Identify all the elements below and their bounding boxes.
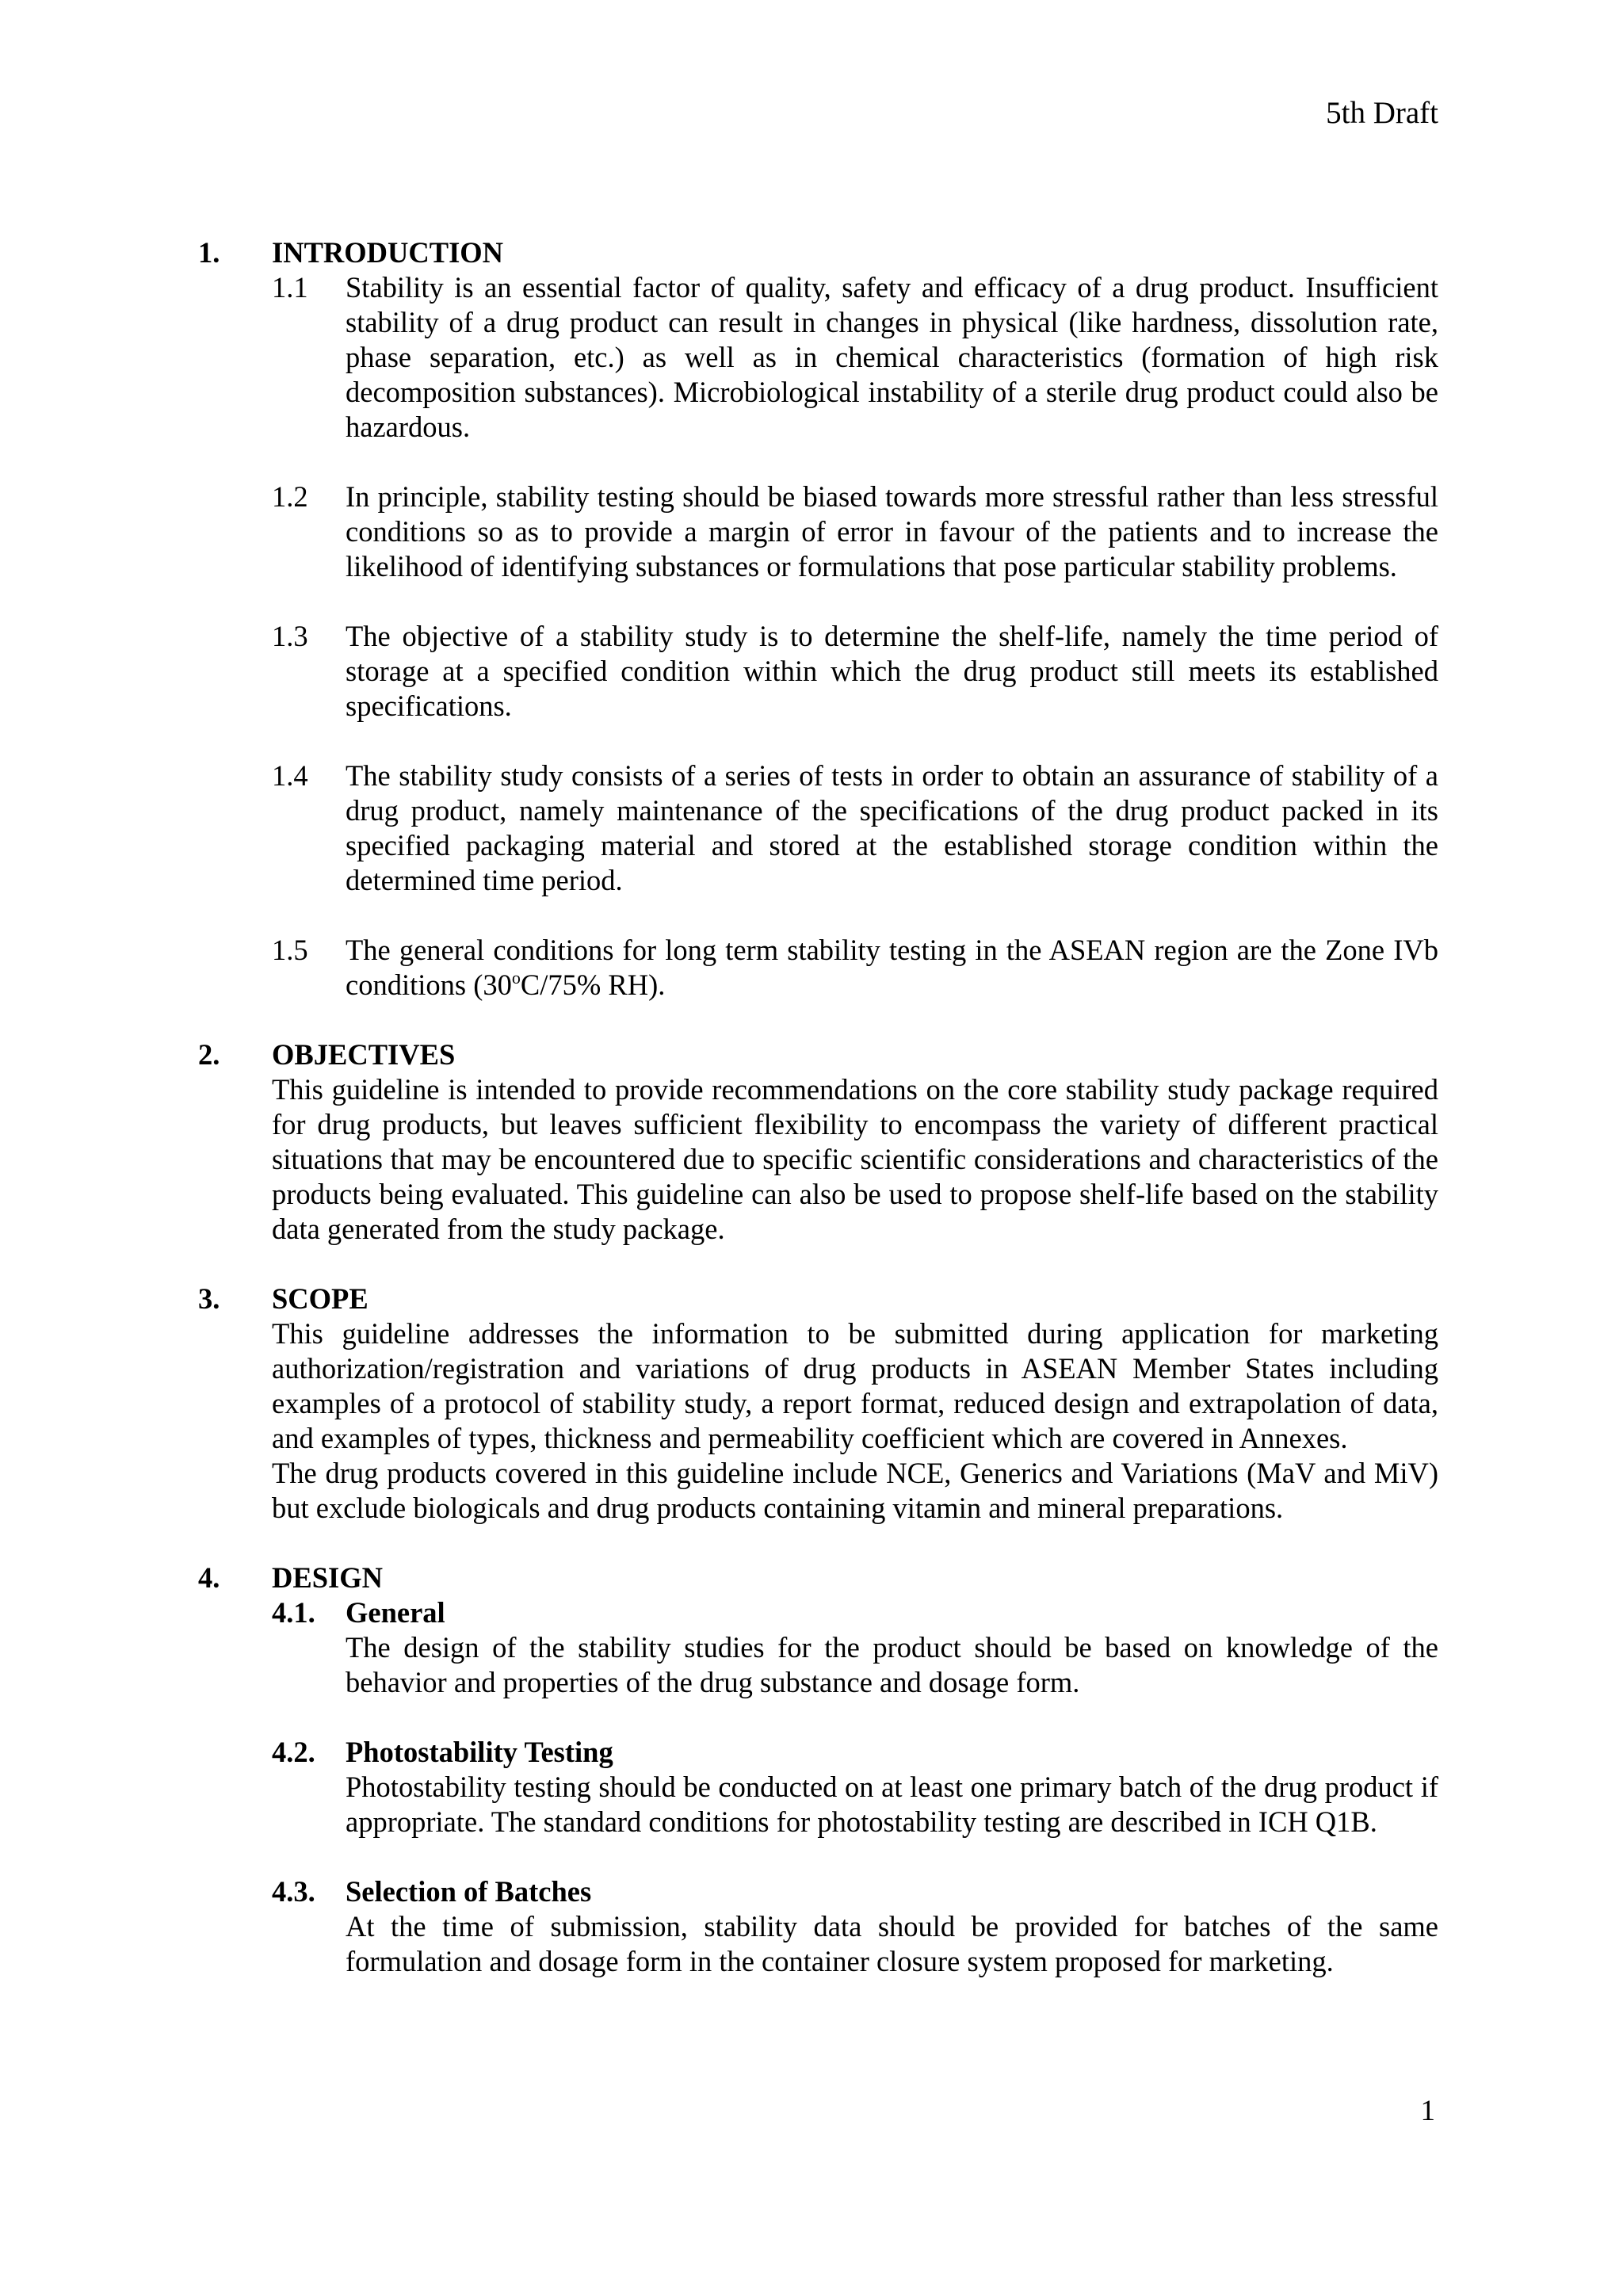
section-objectives — [198, 1037, 1438, 1247]
section-body — [272, 270, 1438, 1003]
subsection-text: Photostability testing should be conducted on at least one primary batch of the drug product if appropriate. The standard conditions for photostability testing are described in ICH Q1B. — [346, 1771, 1438, 1838]
paragraph-text: This guideline is intended to provide recommendations on the core stability study package required for drug products, but leaves sufficient flexibility to encompass the variety of different practical situations that may be encountered due to specific scientific considerations and characteristics of the products being evaluated. This guideline can also be used to propose shelf-life based on the stability data generated from the study package. — [272, 1073, 1438, 1245]
numbered-paragraph — [272, 479, 1438, 584]
subsection-photostability — [272, 1735, 1438, 1839]
paragraph-text-part: The general conditions for long term stability testing in the ASEAN region are the Zone IVb conditions (30 — [346, 934, 1438, 1001]
section-introduction — [198, 235, 1438, 1003]
numbered-paragraph — [272, 933, 1438, 1003]
section-heading — [198, 1037, 1438, 1072]
subsection-text: The design of the stability studies for the product should be based on knowledge of the behavior and properties of the drug substance and dosage form. — [346, 1631, 1438, 1698]
draft-label: 5th Draft — [1326, 96, 1438, 130]
subsection-selection-of-batches — [272, 1874, 1438, 1979]
subsection-general — [272, 1595, 1438, 1700]
subsection-number: 4.3. — [272, 1875, 315, 1908]
paragraph-number: 1.1 — [272, 271, 308, 304]
section-number: 4. — [198, 1561, 220, 1594]
numbered-paragraph — [272, 619, 1438, 724]
paragraph-text: The drug products covered in this guideline include NCE, Generics and Variations (MaV and MiV) but exclude biologicals and drug products containing vitamin and mineral preparations. — [272, 1457, 1438, 1524]
section-heading — [198, 1282, 1438, 1316]
section-number: 3. — [198, 1282, 220, 1315]
subsection-title: Photostability Testing — [346, 1736, 613, 1768]
section-title: OBJECTIVES — [272, 1038, 456, 1071]
section-scope — [198, 1282, 1438, 1526]
section-body — [272, 1072, 1438, 1247]
section-number: 2. — [198, 1038, 220, 1071]
page-number: 1 — [1420, 2095, 1435, 2127]
subsection-number: 4.1. — [272, 1596, 315, 1629]
section-title: SCOPE — [272, 1282, 369, 1315]
section-title: DESIGN — [272, 1561, 383, 1594]
paragraph-text: The objective of a stability study is to determine the shelf-life, namely the time period of storage at a specified condition within which the drug product still meets its established specifications. — [346, 620, 1438, 722]
numbered-paragraph — [272, 758, 1438, 898]
section-heading — [198, 1561, 1438, 1595]
paragraph-number: 1.5 — [272, 934, 308, 966]
subsection-text: At the time of submission, stability data should be provided for batches of the same formulation and dosage form in the container closure system proposed for marketing. — [346, 1910, 1438, 1977]
document-content — [198, 235, 1438, 2014]
subsection-number: 4.2. — [272, 1736, 315, 1768]
paragraph-number: 1.4 — [272, 759, 308, 792]
paragraph-number: 1.2 — [272, 480, 308, 513]
paragraph-text: Stability is an essential factor of quality, safety and efficacy of a drug product. Insufficient stability of a drug product can result in changes in physical (like hardness, dissolution rate, phase separation, etc.) as well as in chemical characteristics (formation of high risk decomposition substances). Microbiological instability of a sterile drug product could also be hazardous. — [346, 271, 1438, 443]
paragraph-text — [346, 934, 1438, 1001]
section-heading — [198, 235, 1438, 270]
paragraph-text: The stability study consists of a series of tests in order to obtain an assurance of stability of a drug product, namely maintenance of the specifications of the drug product packed in its specified packaging material and stored at the established storage condition within the determined time period. — [346, 759, 1438, 896]
paragraph-text-part: C/75% RH). — [520, 968, 666, 1001]
section-body — [272, 1316, 1438, 1526]
paragraph-text: This guideline addresses the information to be submitted during application for marketing authorization/registration and variations of drug products in ASEAN Member States including examples of a protocol of stability study, a report format, reduced design and extrapolation of data, and examples of types, thickness and permeability coefficient which are covered in Annexes. — [272, 1317, 1438, 1454]
section-design — [198, 1561, 1438, 1979]
section-number: 1. — [198, 236, 220, 269]
subsection-title: General — [346, 1596, 445, 1629]
degree-superscript: o — [511, 968, 521, 988]
section-body — [272, 1595, 1438, 1979]
section-title: INTRODUCTION — [272, 236, 504, 269]
subsection-title: Selection of Batches — [346, 1875, 592, 1908]
paragraph-number: 1.3 — [272, 620, 308, 652]
paragraph-text: In principle, stability testing should be biased towards more stressful rather than less stressful conditions so as to provide a margin of error in favour of the patients and to increase the likelihood of identifying substances or formulations that pose particular stability problems. — [346, 480, 1438, 583]
numbered-paragraph — [272, 270, 1438, 445]
